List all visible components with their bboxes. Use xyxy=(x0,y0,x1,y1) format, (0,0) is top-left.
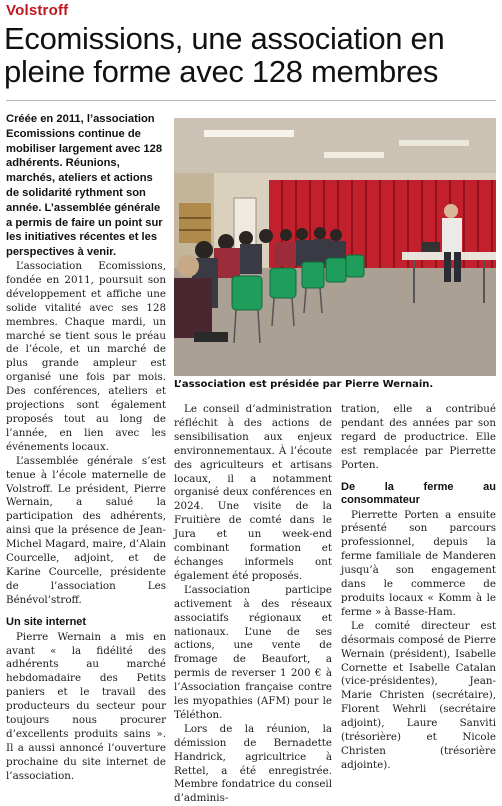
headline-divider xyxy=(6,100,496,101)
body-paragraph: L’association participe activement à des réseaux associatifs régionaux et nationaux. L’une de ses actions, une vente de fromage de Beaufort, a permis de reverser 1 200 € à l’Association française contre les myopathies (AFM) pour le Téléthon. xyxy=(174,583,332,721)
body-paragraph: L’assemblée générale s’est tenue à l’école maternelle de Volstroff. Le président, Pierre Wernain, a salué la participation des adhérents, ainsi que la présence de Jean-Michel Magard, maire, d’Alain Courcelle, adjoint, et de Karine Courcelle, présidente de l’association Les Bénévol’stroff. xyxy=(6,454,166,606)
article-lead: Créée en 2011, l’association Ecomissions continue de mobiliser largement avec 128 adhérents. Réunions, marchés, ateliers et actions de solidarité rythment son année. L’assemblée générale a permis de faire un point sur les initiatives récentes et les perspectives à venir. xyxy=(6,113,163,259)
subheading-farm: De la ferme au consommateur xyxy=(341,480,496,506)
article-column-1 xyxy=(6,260,166,784)
photo-caption: L’association est présidée par Pierre Wernain. xyxy=(174,379,434,390)
article-column-2 xyxy=(174,403,332,806)
location-kicker: Volstroff xyxy=(6,2,69,19)
body-paragraph: Pierrette Porten a ensuite présenté son parcours professionnel, depuis la ferme familiale de Manderen jusqu’à son engagement dans le commerce de produits locaux « Komm à le ferme » à Basse-Ham. xyxy=(341,508,496,618)
meeting-photo-image xyxy=(174,118,496,376)
body-paragraph: L’association Ecomissions, fondée en 2011, poursuit son développement et affiche une solide vitalité avec ses 128 membres. Chaque mardi, un marché se tient sous le préau de l’école, et un marché de plus grande ampleur est organisé une fois par mois. Des conférences, ateliers et projections sont également proposés tout au long de l’année, en lien avec les événements locaux. xyxy=(6,260,166,453)
body-paragraph: Pierre Wernain a mis en avant « la fidélité des adhérents au marché hebdomadaire des Petits paniers et le travail des producteurs du secteur pour toujours nous procurer d’excellents produits sains ». Il a aussi annoncé l’ouverture prochaine du site internet de l’association. xyxy=(6,630,166,782)
article-headline: Ecomissions, une association en pleine forme avec 128 membres xyxy=(4,21,445,89)
article-column-3 xyxy=(341,403,496,773)
body-paragraph: tration, elle a contribué pendant des années par son regard de productrice. Elle est remplacée par Pierrette Porten. xyxy=(341,403,496,471)
subheading-website: Un site internet xyxy=(6,615,87,628)
body-paragraph: Le conseil d’administration réfléchit à des actions de sensibilisation aux enjeux environnementaux. À l’écoute des agriculteurs et artisans locaux, il a notamment organisé deux conférences en 2024. Une visite de la Fruitière de comté dans le Jura et un week-end combinant formation et échanges informels ont également été proposés. xyxy=(174,403,332,582)
body-paragraph: Lors de la réunion, la démission de Bernadette Handrick, agricultrice à Rettel, a été enregistrée. Membre fondatrice du conseil d’adminis- xyxy=(174,722,332,805)
meeting-photo xyxy=(174,118,496,376)
body-paragraph: Le comité directeur est désormais composé de Pierre Wernain (président), Isabelle Cornette et Isabelle Catalan (vice-présidentes), Jean-Marie Christen (secrétaire), Florent Wehrli (secrétaire adjoint), Laure Sanviti (trésorière) et Nicole Christen (trésorière adjointe). xyxy=(341,619,496,771)
